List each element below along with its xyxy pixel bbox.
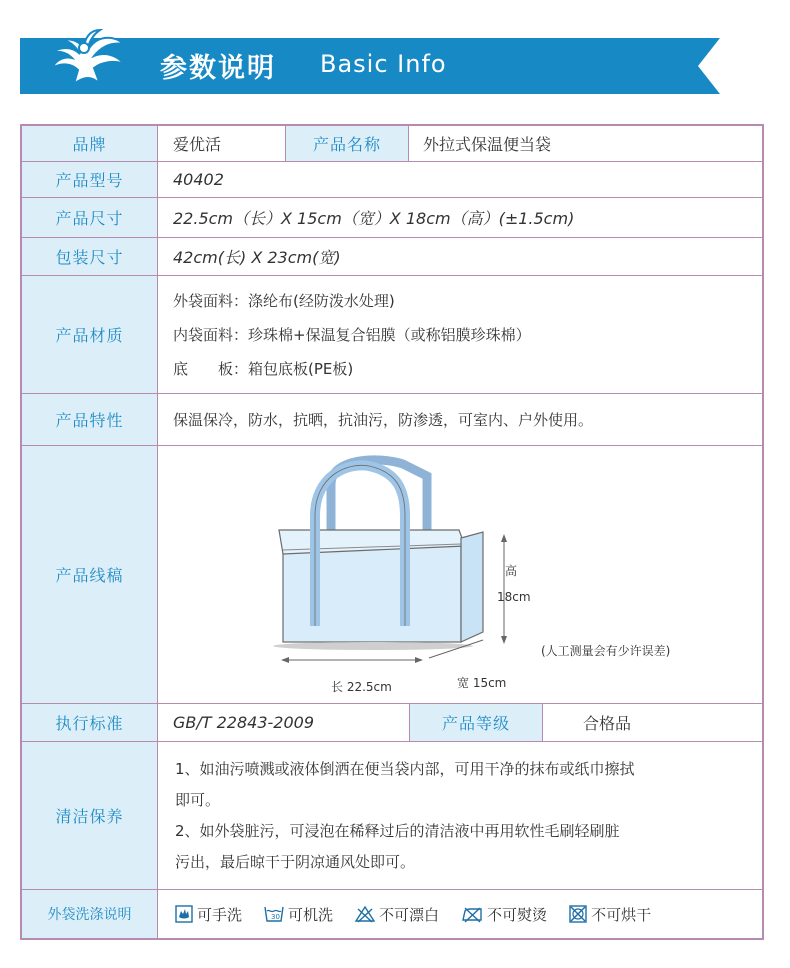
width-label: 宽 15cm <box>457 676 507 690</box>
no-tumble-dry-icon <box>569 905 587 923</box>
row-washing <box>22 890 762 938</box>
material-line: 外袋面料：涤纶布(经防泼水处理) <box>173 291 395 310</box>
value-features: 保温保冷，防水，抗晒，抗油污，防渗透，可室内、户外使用。 <box>173 411 594 429</box>
no-bleach-icon <box>355 905 375 923</box>
cleaning-line: 污出，最后晾干于阴凉通风处即可。 <box>175 852 416 871</box>
value-brand: 爱优活 <box>173 135 222 154</box>
row-size <box>22 198 762 238</box>
value-cleaning <box>159 742 762 889</box>
care-item-no-tumble-dry <box>569 904 651 925</box>
label-drawing: 产品线稿 <box>22 446 158 703</box>
label-features: 产品特性 <box>22 394 158 445</box>
angel-logo-icon <box>38 24 128 94</box>
cleaning-line: 即可。 <box>175 790 221 809</box>
machine-wash-icon <box>264 905 284 923</box>
hand-wash-icon <box>175 905 193 923</box>
row-drawing <box>22 446 762 704</box>
cleaning-line: 2、如外袋脏污，可浸泡在稀释过后的清洁液中再用软性毛刷轻刷脏 <box>175 821 620 840</box>
height-label: 高 <box>505 564 518 578</box>
label-product-name: 产品名称 <box>285 126 409 161</box>
no-iron-icon <box>461 905 483 923</box>
label-package: 包装尺寸 <box>22 238 158 275</box>
label-standard: 执行标准 <box>22 704 158 741</box>
length-label: 长 22.5cm <box>331 680 392 694</box>
care-item-no-iron <box>461 904 547 925</box>
value-washing <box>159 890 762 938</box>
spec-table <box>20 124 764 940</box>
value-model: 40402 <box>173 170 224 189</box>
height-value: 18cm <box>497 590 531 604</box>
label-brand: 品牌 <box>22 126 158 161</box>
care-text: 可机洗 <box>288 905 334 924</box>
label-size: 产品尺寸 <box>22 198 158 237</box>
banner-title-cn: 参数说明 <box>160 53 276 84</box>
banner-title-en: Basic Info <box>320 50 447 78</box>
label-washing: 外袋洗涤说明 <box>22 890 158 938</box>
value-material <box>159 276 762 393</box>
value-standard: GB/T 22843-2009 <box>173 713 315 732</box>
label-grade: 产品等级 <box>409 704 543 741</box>
cleaning-line: 1、如油污喷溅或液体倒洒在便当袋内部，可用干净的抹布或纸巾擦拭 <box>175 759 635 778</box>
bag-drawing-icon <box>159 446 762 702</box>
label-cleaning: 清洁保养 <box>22 742 158 889</box>
svg-text:30: 30 <box>271 913 280 921</box>
row-model <box>22 162 762 198</box>
care-item-no-bleach <box>355 904 439 925</box>
care-item-hand-wash <box>175 904 242 925</box>
label-model: 产品型号 <box>22 162 158 197</box>
row-standard <box>22 704 762 742</box>
value-product-name: 外拉式保温便当袋 <box>423 135 552 154</box>
row-cleaning <box>22 742 762 890</box>
measurement-note: (人工测量会有少许误差) <box>541 644 671 658</box>
row-package <box>22 238 762 276</box>
value-size: 22.5cm（长）X 15cm（宽）X 18cm（高）(±1.5cm) <box>173 209 575 228</box>
row-material <box>22 276 762 394</box>
row-brand <box>22 126 762 162</box>
care-text: 可手洗 <box>197 905 243 924</box>
row-features <box>22 394 762 446</box>
care-text: 不可漂白 <box>379 905 440 924</box>
care-item-machine-wash <box>264 904 333 925</box>
value-grade: 合格品 <box>583 714 632 733</box>
label-material: 产品材质 <box>22 276 158 393</box>
care-text: 不可烘干 <box>591 905 652 924</box>
material-line: 内袋面料：珍珠棉+保温复合铝膜（或称铝膜珍珠棉） <box>173 325 531 344</box>
material-line: 底 板：箱包底板(PE板) <box>173 359 354 378</box>
product-line-drawing <box>159 446 762 703</box>
care-text: 不可熨烫 <box>487 905 548 924</box>
value-package: 42cm(长) X 23cm(宽) <box>173 248 341 267</box>
